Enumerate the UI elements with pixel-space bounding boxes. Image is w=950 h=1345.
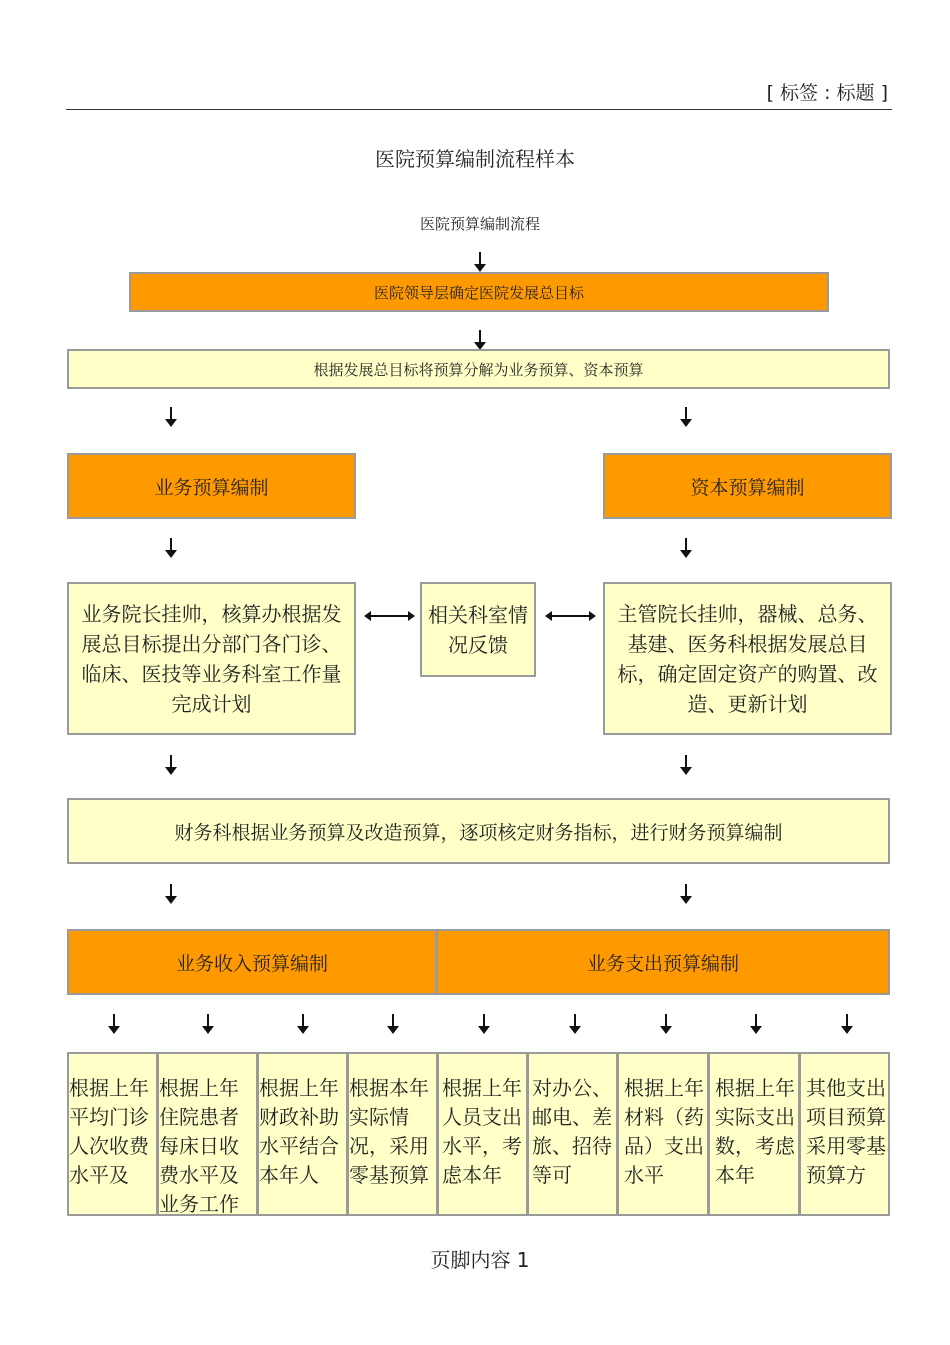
budget-column-other — [799, 1052, 890, 1216]
arrow-down-icon — [660, 1014, 672, 1036]
column-text: 对办公、邮电、差旅、招待等可 — [532, 1076, 612, 1187]
arrow-down-icon — [108, 1014, 120, 1036]
arrow-down-icon — [202, 1014, 214, 1036]
double-arrow-icon — [545, 611, 596, 621]
expense-budget-label: 业务支出预算编制 — [586, 952, 739, 975]
arrow-down-icon — [680, 755, 692, 777]
expense-budget-box — [436, 929, 890, 995]
budget-column-inpatient — [157, 1052, 258, 1216]
document-title: 医院预算编制流程样本 — [375, 147, 575, 171]
detail-capital-plan — [603, 582, 892, 735]
budget-column-office — [527, 1052, 618, 1216]
column-text: 根据上年人员支出水平，考虑本年 — [442, 1076, 522, 1187]
step-finance-compile-label: 财务科根据业务预算及改造预算，逐项核定财务指标，进行财务预算编制 — [174, 821, 783, 844]
arrow-down-icon — [165, 884, 177, 906]
detail-department-feedback-text: 相关科室情况反馈 — [428, 602, 528, 657]
budget-column-zero-based — [347, 1052, 438, 1216]
arrow-down-icon — [569, 1014, 581, 1036]
column-text: 根据上年材料（药品）支出水平 — [624, 1076, 704, 1187]
detail-business-plan — [67, 582, 356, 735]
step-decompose-budget-label: 根据发展总目标将预算分解为业务预算、资本预算 — [313, 360, 644, 379]
budget-column-personnel — [437, 1052, 528, 1216]
header-rule — [66, 109, 892, 110]
arrow-down-icon — [680, 407, 692, 429]
arrow-down-icon — [387, 1014, 399, 1036]
income-budget-label: 业务收入预算编制 — [175, 952, 328, 975]
double-arrow-icon — [364, 611, 415, 621]
budget-column-materials — [617, 1052, 709, 1216]
branch-business-budget-label: 业务预算编制 — [154, 476, 269, 499]
arrow-down-icon — [297, 1014, 309, 1036]
branch-capital-budget-label: 资本预算编制 — [690, 476, 805, 499]
step-decompose-budget — [67, 349, 890, 389]
arrow-down-icon — [680, 538, 692, 560]
page-footer: 页脚内容 1 — [430, 1248, 530, 1272]
column-text: 根据上年财政补助水平结合本年人 — [259, 1076, 339, 1187]
arrow-down-icon — [841, 1014, 853, 1036]
budget-column-fiscal-subsidy — [257, 1052, 348, 1216]
arrow-down-icon — [478, 1014, 490, 1036]
detail-business-plan-text: 业务院长挂帅，核算办根据发展总目标提出分部门各门诊、临床、医技等业务科室工作量完成计划 — [81, 601, 342, 716]
column-text: 其他支出项目预算采用零基预算方 — [806, 1076, 886, 1187]
column-text: 根据上年实际支出数，考虑本年 — [715, 1076, 795, 1187]
arrow-down-icon — [165, 755, 177, 777]
arrow-down-icon — [165, 538, 177, 560]
arrow-down-icon — [680, 884, 692, 906]
detail-capital-plan-text: 主管院长挂帅，器械、总务、基建、医务科根据发展总目标，确定固定资产的购置、改造、更新计划 — [617, 601, 878, 716]
detail-department-feedback — [420, 582, 536, 677]
income-budget-box — [67, 929, 437, 995]
flow-title: 医院预算编制流程 — [419, 215, 540, 233]
branch-capital-budget — [603, 453, 892, 519]
branch-business-budget — [67, 453, 356, 519]
budget-column-outpatient — [67, 1052, 158, 1216]
column-text: 根据上年住院患者每床日收费水平及业务工作 — [159, 1076, 239, 1216]
header-tag: [ 标签 : 标题 ] — [766, 82, 888, 104]
column-text: 根据本年实际情况，采用零基预算 — [349, 1076, 429, 1187]
arrow-down-icon — [474, 252, 486, 274]
step-finance-compile — [67, 798, 890, 864]
step-leadership-goal — [129, 272, 829, 312]
arrow-down-icon — [750, 1014, 762, 1036]
column-text: 根据上年平均门诊人次收费水平及 — [69, 1076, 149, 1187]
arrow-down-icon — [165, 407, 177, 429]
budget-column-actual-spend — [708, 1052, 800, 1216]
step-leadership-goal-label: 医院领导层确定医院发展总目标 — [373, 283, 584, 302]
